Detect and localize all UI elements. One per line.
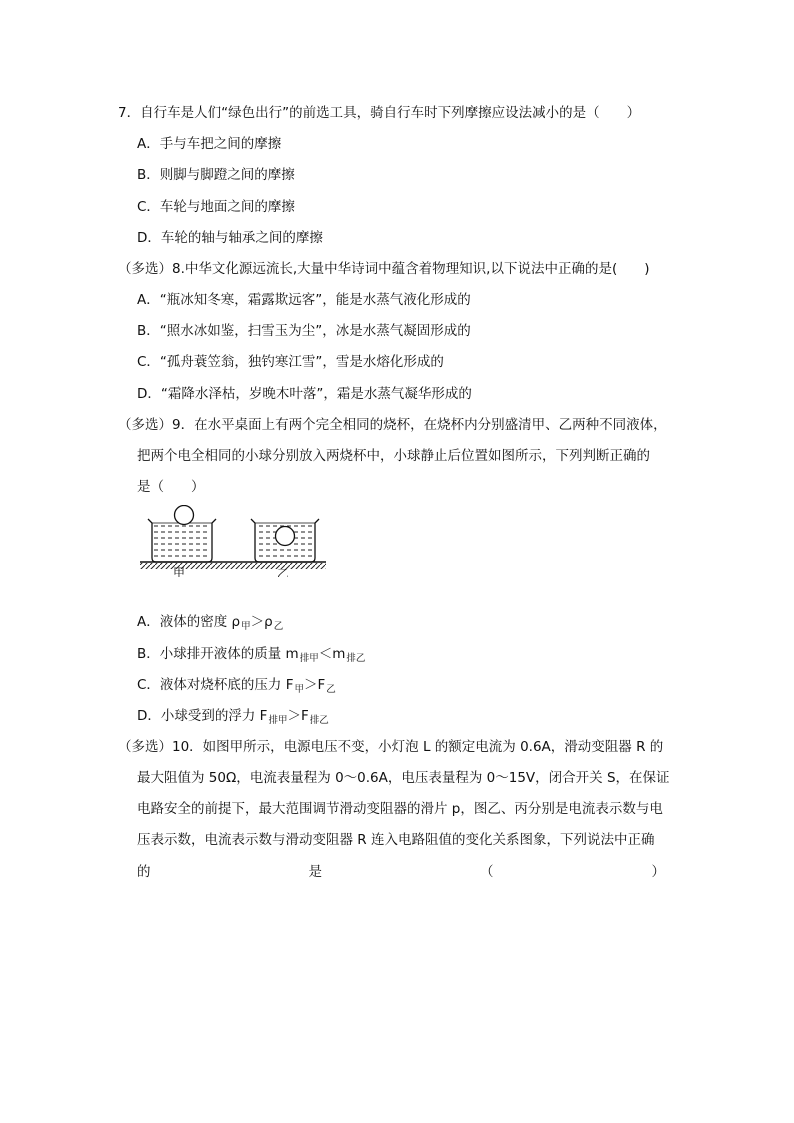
question-10-stem-line-4: 压表示数，电流表示数与滑动变阻器 R 连入电路阻值的变化关系图象，下列说法中正确 [137,832,655,848]
question-10-stem-line-1: （多选）10．如图甲所示，电源电压不变，小灯泡 L 的额定电流为 0.6A，滑动变阻器 R 的 [118,739,664,755]
question-9-stem-line-1: （多选）9．在水平桌面上有两个完全相同的烧杯，在烧杯内分别盛清甲、乙两种不同液体， [118,417,667,433]
q8-option-c: C．“孤舟蓑笠翁，独钓寒江雪”，雪是水熔化形成的 [137,354,444,370]
q9-option-a: A．液体的密度 $\rho_甲>\rho_乙$ [137,614,284,632]
label-jia: 甲 [173,566,186,577]
q8-option-d: D．“霜降水泽枯，岁晚木叶落”，霜是水蒸气凝华形成的 [137,386,472,402]
beaker-left [148,506,216,563]
q7-option-a: A．手与车把之间的摩擦 [137,136,282,152]
question-10-stem-line-3: 电路安全的前提下，最大范围调节滑动变阻器的滑片 p，图乙、丙分别是电流表示数与电 [137,801,663,817]
q9-option-c: C．液体对烧杯底的压力 $F_甲>F_乙$ [137,677,336,695]
beaker-right [251,519,319,562]
q7-option-c: C．车轮与地面之间的摩擦 [137,199,295,215]
q9-option-d: D．小球受到的浮力 $F_{排甲}>F_{排乙}$ [137,708,329,726]
q7-option-d: D．车轮的轴与轴承之间的摩擦 [137,230,323,246]
question-9-stem-line-2: 把两个电全相同的小球分别放入两烧杯中，小球静止后位置如图所示，下列判断正确的 [137,448,650,464]
question-8-stem: （多选）8.中华文化源远流长,大量中华诗词中蕴含着物理知识,以下说法中正确的是( ) [118,261,650,277]
beakers-diagram [140,505,330,577]
q7-option-b: B．则脚与脚蹬之间的摩擦 [137,167,295,183]
question-10-stem-line-2: 最大阻值为 50Ω，电流表量程为 0～0.6A，电压表量程为 0～15V，闭合开关 S，在保证 [137,770,670,786]
q8-option-a: A．“瓶冰知冬寒，霜露欺远客”，能是水蒸气液化形成的 [137,292,471,308]
question-10-stem-line-5: 的 是 （ ） [137,864,665,880]
ball-left [175,506,194,525]
ball-right [276,527,295,546]
beakers-figure [140,505,330,577]
label-yi: 乙 [277,567,290,577]
q8-option-b: B．“照水冰如鉴，扫雪玉为尘”，冰是水蒸气凝固形成的 [137,323,471,339]
table-hatch [140,563,326,569]
q9-option-b: B．小球排开液体的质量 $m_{排甲}<m_{排乙}$ [137,646,366,664]
question-9-stem-line-3: 是（ ） [137,479,205,495]
question-7-stem: 7．自行车是人们“绿色出行”的前选工具，骑自行车时下列摩擦应设法减小的是（ ） [118,105,641,121]
